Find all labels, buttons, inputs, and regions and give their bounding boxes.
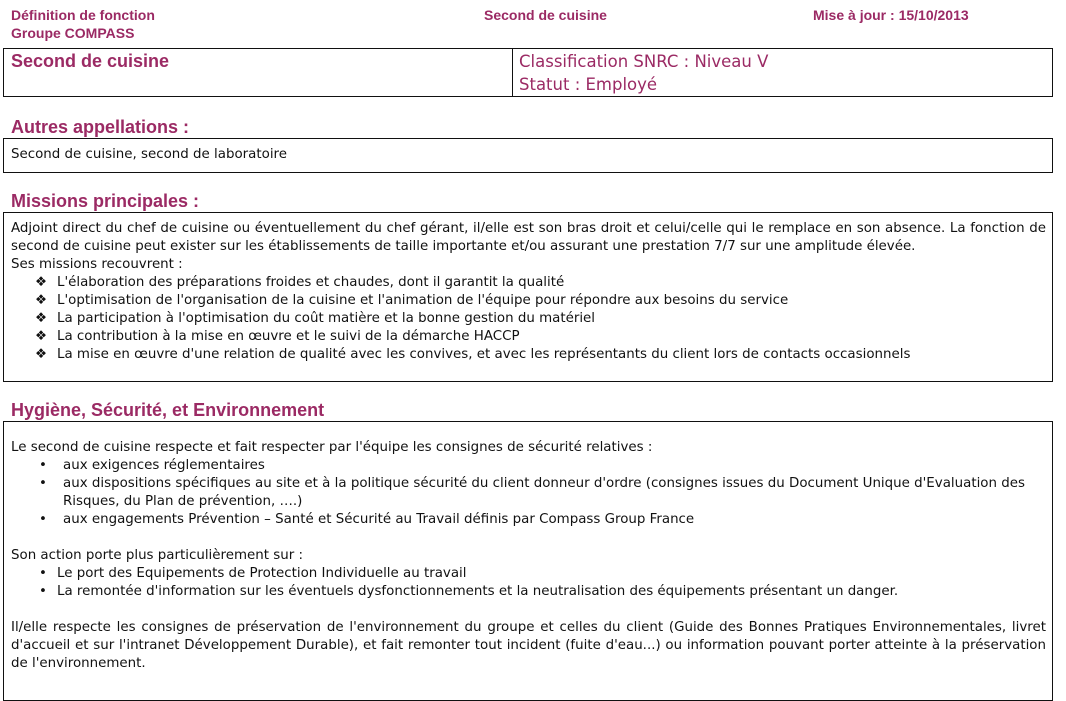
bullet-icon: • [39, 458, 47, 473]
list-item: ❖ La participation à l'optimisation du coût matière et la bonne gestion du matériel [35, 311, 596, 326]
list-item: ❖ La contribution à la mise en œuvre et le suivi de la démarche HACCP [35, 329, 520, 344]
company: Groupe COMPASS [11, 25, 135, 41]
list-item: • aux exigences réglementaires [39, 458, 265, 473]
bullet-icon: • [39, 476, 47, 491]
bullet-icon: • [39, 584, 47, 599]
missions-box [3, 212, 1053, 382]
hse-list2 [11, 565, 1046, 601]
job-title: Second de cuisine [11, 51, 170, 71]
hse-box [3, 421, 1053, 701]
autres-box [3, 138, 1053, 173]
bullet-icon: • [39, 512, 47, 527]
list-item: ❖ L'optimisation de l'organisation de la cuisine et l'animation de l'équipe pour répondre aux besoins du service [35, 293, 789, 308]
list-item: • La remontée d'information sur les éventuels dysfonctionnements et la neutralisation des équipements présentant un danger. [39, 584, 899, 599]
doc-type: Définition de fonction [11, 7, 155, 23]
hse-p1: Le second de cuisine respecte et fait respecter par l'équipe les consignes de sécurité relatives : [11, 440, 653, 455]
classification: Classification SNRC : Niveau V [519, 52, 769, 71]
list-item: • aux dispositions spécifiques au site et à la politique sécurité du client donneur d'ordre (consignes issues du Document Unique d'Evaluation des Risques, du Plan de prévention, ….) [39, 476, 1025, 509]
missions-lead: Ses missions recouvrent : [11, 257, 183, 272]
bullet-icon: • [39, 566, 47, 581]
diamond-bullet-icon: ❖ [35, 311, 48, 326]
missions-list [11, 274, 1046, 364]
diamond-bullet-icon: ❖ [35, 275, 48, 290]
missions-heading: Missions principales : [11, 191, 200, 211]
diamond-bullet-icon: ❖ [35, 347, 48, 362]
title-box [3, 48, 1053, 97]
hse-heading: Hygiène, Sécurité, et Environnement [11, 400, 325, 420]
classification-cell [512, 49, 768, 96]
list-item: • Le port des Equipements de Protection Individuelle au travail [39, 566, 467, 581]
update-date: Mise à jour : 15/10/2013 [813, 7, 969, 23]
list-item: ❖ La mise en œuvre d'une relation de qualité avec les convives, et avec les représentants du client lors de contacts occasionnels [35, 347, 911, 362]
list-item: ❖ L'élaboration des préparations froides et chaudes, dont il garantit la qualité [35, 275, 565, 290]
diamond-bullet-icon: ❖ [35, 329, 48, 344]
statut: Statut : Employé [519, 75, 658, 94]
hse-p2: Son action porte plus particulièrement sur : [11, 548, 303, 563]
header-job-title: Second de cuisine [484, 7, 607, 23]
autres-text: Second de cuisine, second de laboratoire [11, 147, 287, 162]
autres-heading: Autres appellations : [11, 117, 190, 137]
missions-intro: Adjoint direct du chef de cuisine ou éventuellement du chef gérant, il/elle est son bras droit et celui/celle qui le remplace en son absence. La fonction de second de cuisine peut exister sur les établissements de taille importante et/ou assurant une prestation 7/7 sur une amplitude élevée. [11, 221, 1046, 254]
hse-list1 [11, 457, 1046, 529]
list-item: • aux engagements Prévention – Santé et Sécurité au Travail définis par Compass Group France [39, 512, 695, 527]
hse-p3: Il/elle respecte les consignes de préservation de l'environnement du groupe et celles du client (Guide des Bonnes Pratiques Environnementales, livret d'accueil et sur l'intranet Développement Durable), et fait remonter tout incident (fuite d'eau...) ou information pouvant porter atteinte à la préservation de l'environnement. [11, 620, 1046, 671]
diamond-bullet-icon: ❖ [35, 293, 48, 308]
